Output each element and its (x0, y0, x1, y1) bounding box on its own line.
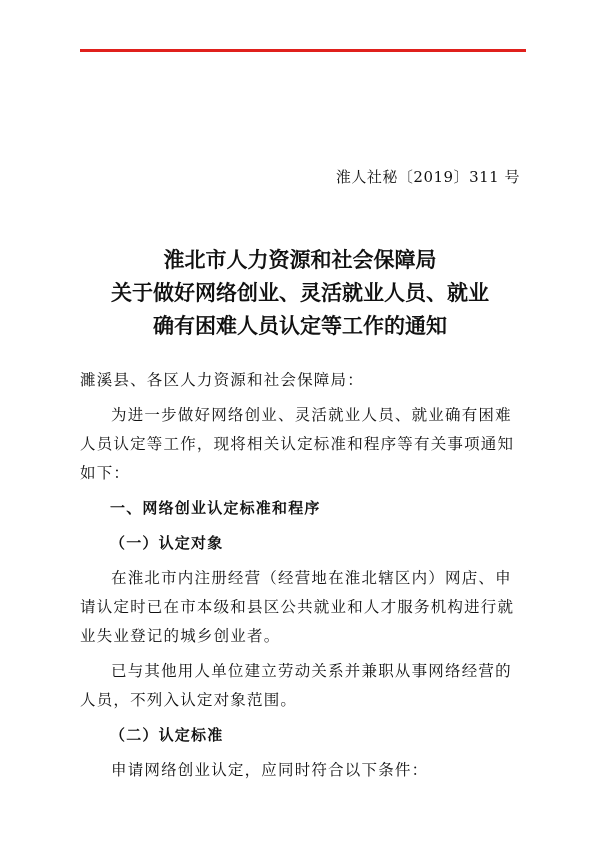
document-body (80, 366, 526, 785)
document-title (60, 244, 540, 343)
title-line-3: 确有困难人员认定等工作的通知 (153, 314, 447, 338)
intro-paragraph: 为进一步做好网络创业、灵活就业人员、就业确有困难人员认定等工作，现将相关认定标准和程序等有关事项通知如下： (80, 406, 515, 482)
subsection-1-paragraph-2: 已与其他用人单位建立劳动关系并兼职从事网络经营的人员，不列入认定对象范围。 (80, 662, 512, 709)
title-line-2: 关于做好网络创业、灵活就业人员、就业 (111, 281, 489, 305)
subsection-heading-1: （一）认定对象 (110, 534, 224, 552)
title-line-1: 淮北市人力资源和社会保障局 (163, 248, 437, 272)
subsection-heading-2: （二）认定标准 (110, 726, 224, 744)
section-heading-1: 一、网络创业认定标准和程序 (110, 499, 321, 517)
document-number: 淮人社秘〔2019〕311 号 (335, 168, 520, 186)
subsection-2-paragraph-1: 申请网络创业认定，应同时符合以下条件： (111, 761, 429, 779)
salutation: 濉溪县、各区人力资源和社会保障局： (80, 371, 364, 389)
subsection-1-paragraph-1: 在淮北市内注册经营（经营地在淮北辖区内）网店、申请认定时已在市本级和县区公共就业和人才服务机构进行就业失业登记的城乡创业者。 (80, 569, 515, 645)
red-header-rule (80, 49, 526, 52)
